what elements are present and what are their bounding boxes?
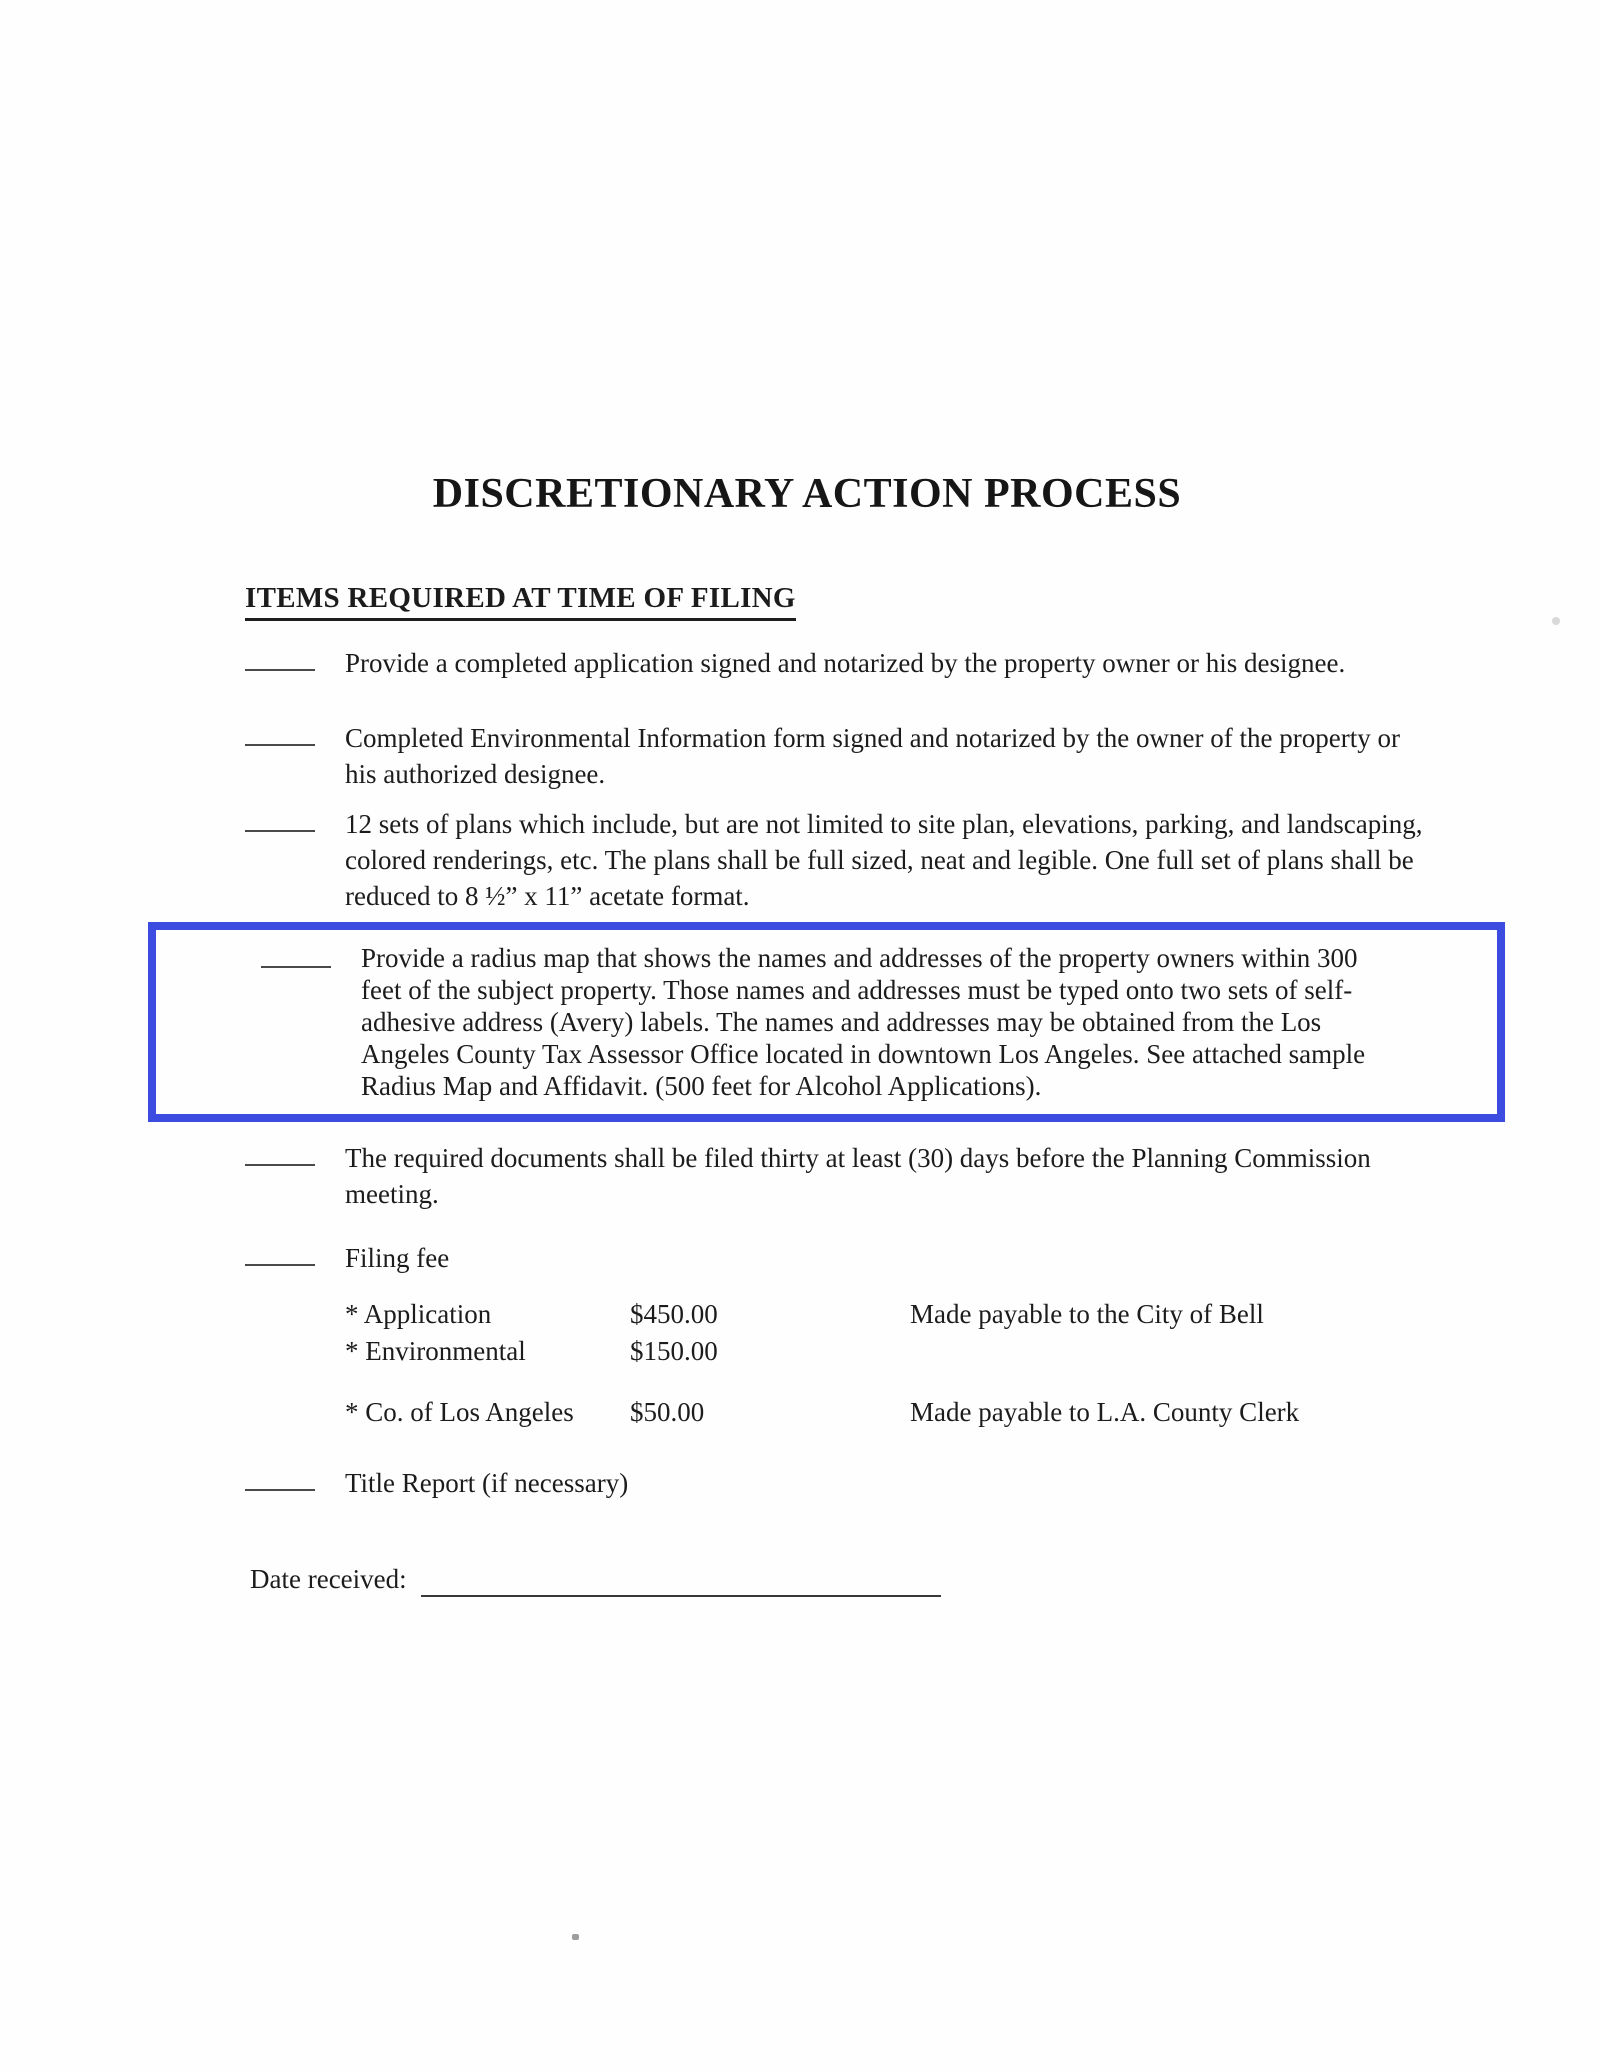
checklist-item-environmental-form (245, 720, 1430, 792)
blank-fill-line (245, 645, 315, 671)
checklist-item-text: Provide a completed application signed and notarized by the property owner or his designee. (345, 648, 1346, 678)
blank-fill-line (245, 1140, 315, 1166)
fee-label: * Application (345, 1299, 492, 1329)
fee-table (345, 1296, 1430, 1431)
fee-row-environmental (345, 1333, 1430, 1370)
checklist-item-text: 12 sets of plans which include, but are not limited to site plan, elevations, parking, and landscaping, colored renderings, etc. The plans shall be full sized, neat and legible. One full set of plans shall be reduced to 8 ½” x 11” acetate format. (345, 809, 1423, 911)
blank-fill-line (261, 942, 331, 968)
checklist-item-radius-map (261, 942, 1467, 1102)
checklist-item-application (245, 645, 1430, 681)
blank-fill-line (245, 806, 315, 832)
fee-row-application (345, 1296, 1430, 1333)
fee-payable-note (910, 1333, 1430, 1370)
fee-label: * Co. of Los Angeles (345, 1397, 574, 1427)
fee-payable-note: Made payable to L.A. County Clerk (910, 1397, 1300, 1427)
checklist-item-text: Filing fee (345, 1243, 450, 1273)
fee-payable-note: Made payable to the City of Bell (910, 1299, 1264, 1329)
checklist-item-filing-deadline (245, 1140, 1430, 1212)
blank-fill-line (245, 720, 315, 746)
scan-speck (572, 1934, 579, 1940)
fee-amount: $50.00 (630, 1397, 705, 1427)
fee-amount: $450.00 (630, 1299, 718, 1329)
fee-label: * Environmental (345, 1336, 526, 1366)
checklist-item-filing-fee (245, 1240, 1430, 1276)
fee-row-county (345, 1394, 1430, 1431)
checklist-item-text: Completed Environmental Information form signed and notarized by the owner of the property or his authorized designee. (345, 723, 1400, 789)
date-received-label: Date received: (250, 1564, 407, 1594)
checklist-item-text: Provide a radius map that shows the names and addresses of the property owners within 300 feet of the subject property. Those names and addresses must be typed onto two sets of self-adhesive address (Avery) labels. The names and addresses may be obtained from the Los Angeles County Tax Assessor Office located in downtown Los Angeles. See attached sample Radius Map and Affidavit. (500 feet for Alcohol Applications). (361, 943, 1366, 1101)
checklist (245, 645, 1430, 1501)
blank-fill-line (245, 1465, 315, 1491)
checklist-item-plan-sets (245, 806, 1430, 914)
section-heading-text: ITEMS REQUIRED AT TIME OF FILING (245, 582, 796, 621)
blank-fill-line (245, 1240, 315, 1266)
highlight-box (148, 922, 1505, 1122)
section-heading (245, 582, 1600, 621)
checklist-item-title-report (245, 1465, 1430, 1501)
date-received-row (250, 1561, 1430, 1597)
scan-speck (1552, 617, 1560, 625)
fee-amount: $150.00 (630, 1336, 718, 1366)
checklist-item-text: Title Report (if necessary) (345, 1468, 629, 1498)
document-title: DISCRETIONARY ACTION PROCESS (432, 471, 1182, 517)
checklist-item-text: The required documents shall be filed thirty at least (30) days before the Planning Commission meeting. (345, 1143, 1371, 1209)
date-received-blank-line (421, 1567, 941, 1597)
